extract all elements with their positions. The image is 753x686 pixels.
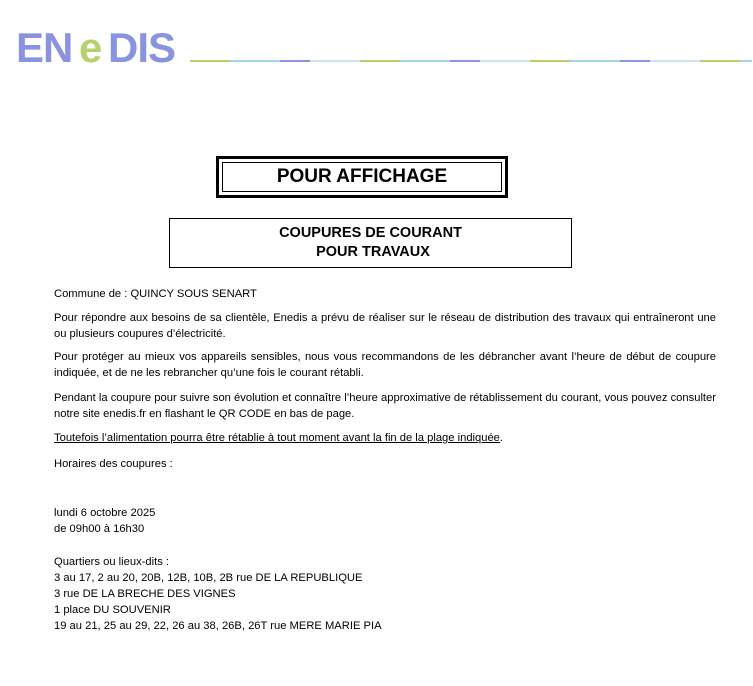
notice-title-box bbox=[169, 218, 572, 268]
svg-text:e: e bbox=[79, 28, 103, 68]
paragraph-recommendation: Pour protéger au mieux vos appareils sensibles, nous vous recommandons de les débrancher avant l’heure de début de coupure indiquée, et de ne les rebrancher qu’une fois le courant rétabli. bbox=[54, 351, 716, 379]
svg-text:DIS: DIS bbox=[108, 28, 176, 68]
paragraph-tracking: Pendant la coupure pour suivre son évolution et connaître l’heure approximative de rétablissement du courant, vous pouvez consulter notre site enedis.fr en flashant le QR CODE en bas de page. bbox=[54, 392, 716, 420]
area-item: 1 place DU SOUVENIR bbox=[54, 604, 171, 616]
display-label: POUR AFFICHAGE bbox=[222, 162, 502, 192]
area-item: 19 au 21, 25 au 29, 22, 26 au 38, 26B, 26T rue MERE MARIE PIA bbox=[54, 620, 382, 632]
svg-text:EN: EN bbox=[16, 28, 73, 68]
paragraph-restoration-note bbox=[54, 430, 716, 446]
display-notice-box bbox=[216, 156, 508, 198]
notice-title-line1: COUPURES DE COURANT bbox=[279, 225, 462, 241]
outage-date: lundi 6 octobre 2025 bbox=[54, 507, 156, 519]
restoration-note-underlined: Toutefois l’alimentation pourra être rétablie à tout moment avant la fin de la plage indiquée bbox=[54, 432, 500, 444]
restoration-note-suffix: . bbox=[499, 432, 504, 444]
header-divider bbox=[190, 60, 752, 62]
outage-time: de 09h00 à 16h30 bbox=[54, 523, 145, 535]
area-item: 3 rue DE LA BRECHE DES VIGNES bbox=[54, 588, 236, 600]
schedule-heading: Horaires des coupures : bbox=[54, 458, 173, 470]
notice-title-line2: POUR TRAVAUX bbox=[316, 244, 430, 260]
areas-heading: Quartiers ou lieux-dits : bbox=[54, 556, 170, 568]
commune-line: Commune de : QUINCY SOUS SENART bbox=[54, 288, 257, 300]
enedis-logo bbox=[16, 28, 186, 68]
area-item: 3 au 17, 2 au 20, 20B, 12B, 10B, 2B rue DE LA REPUBLIQUE bbox=[54, 572, 363, 584]
paragraph-intro: Pour répondre aux besoins de sa clientèle, Enedis a prévu de réaliser sur le réseau de distribution des travaux qui entraîneront une ou plusieurs coupures d’électricité. bbox=[54, 312, 716, 340]
